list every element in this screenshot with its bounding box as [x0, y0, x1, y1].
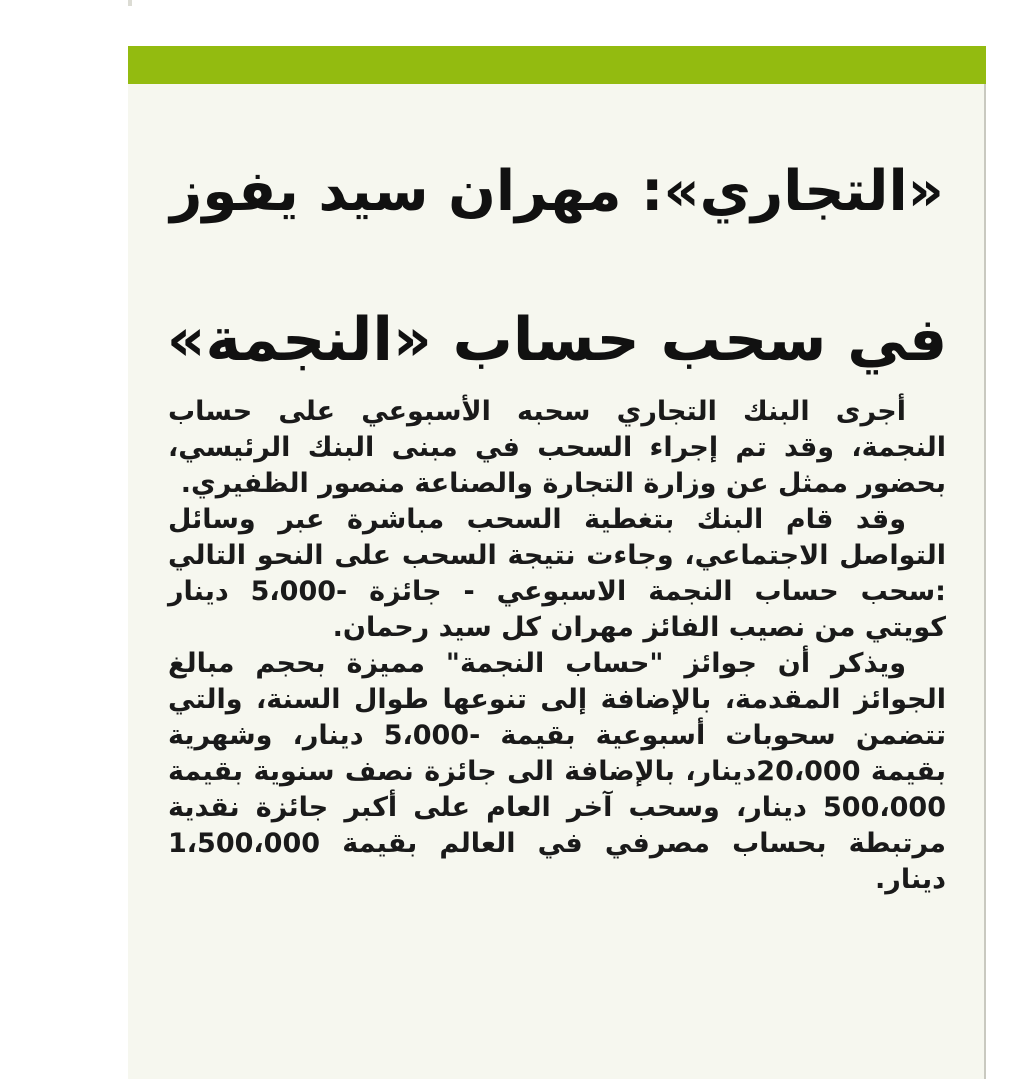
headline-line-1: «التجاري»: مهران سيد يفوز [170, 159, 944, 224]
headline-line-2: في سحب حساب «النجمة» [166, 305, 948, 375]
accent-bar [128, 46, 986, 84]
paragraph-prizes: ويذكر أن جوائز "حساب النجمة" مميزة بحجم مبالغ الجوائز المقدمة، بالإضافة إلى تنوعها طوال السنة، والتي تتضمن سحوبات أسبوعية بقيمة -5،000 دينار، وشهرية بقيمة 20،000دينار، بالإضافة الى جائزة نصف سنوية بقيمة 500،000 دينار، وسحب آخر العام على أكبر جائزة نقدية مرتبطة بحساب مصرفي في العالم بقيمة 1،500،000 دينار. [168, 648, 946, 895]
headline [158, 118, 956, 414]
article-body [168, 394, 946, 898]
article-panel [128, 46, 986, 1079]
paragraph-coverage: وقد قام البنك بتغطية السحب مباشرة عبر وسائل التواصل الاجتماعي، وجاءت نتيجة السحب على النحو التالي :سحب حساب النجمة الاسبوعي - جائزة -5،000 دينار كويتي من نصيب الفائز مهران كل سيد رحمان. [168, 504, 946, 643]
paragraph-intro: أجرى البنك التجاري سحبه الأسبوعي على حساب النجمة، وقد تم إجراء السحب في مبنى البنك الرئيسي، بحضور ممثل عن وزارة التجارة والصناعة منصور الظفيري. [168, 396, 946, 499]
page-edge-marker [128, 0, 132, 6]
